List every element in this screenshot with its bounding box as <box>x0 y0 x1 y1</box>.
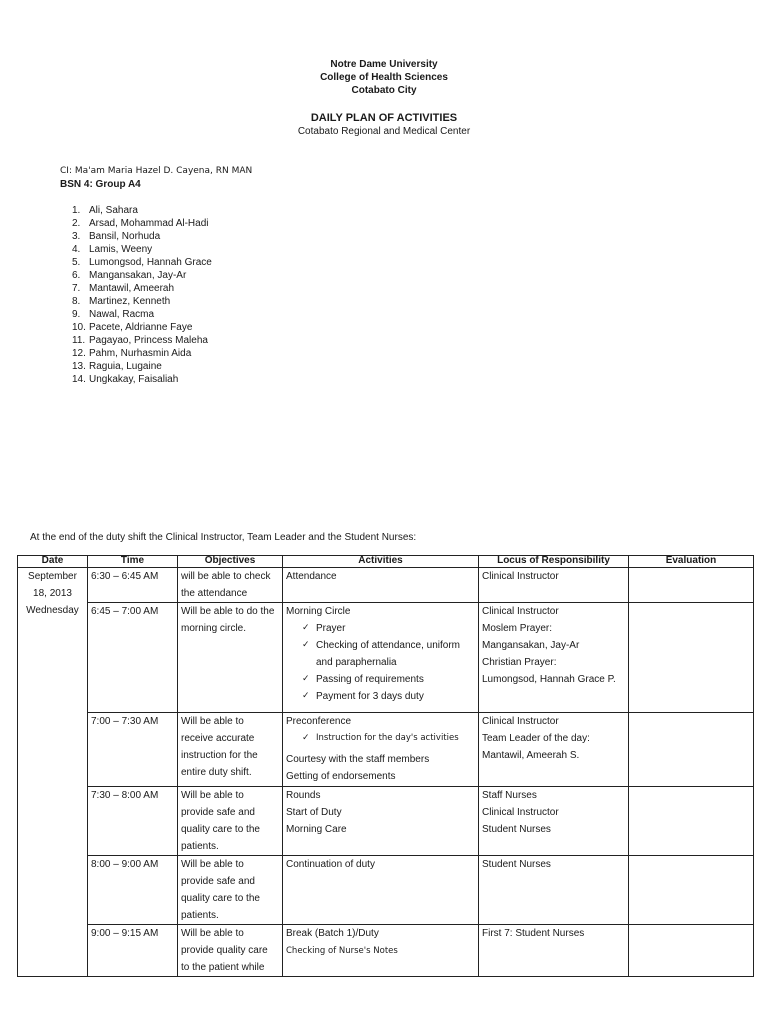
objective-line: quality care to the <box>181 824 260 835</box>
member-number: 12. <box>72 348 86 359</box>
activity-text: Prayer <box>316 623 346 634</box>
member-name: Martinez, Kenneth <box>89 296 171 307</box>
locus-line: First 7: Student Nurses <box>482 928 585 939</box>
locus-line: Student Nurses <box>482 859 551 870</box>
objective-line: patients. <box>181 841 219 852</box>
table-header-row <box>18 556 754 568</box>
activity-text: Morning Circle <box>286 606 351 617</box>
header-objectives: Objectives <box>178 556 283 568</box>
locus-line: Clinical Instructor <box>482 807 559 818</box>
activity-text: Continuation of duty <box>286 859 375 870</box>
locus-line: Team Leader of the day: <box>482 733 590 744</box>
activities-cell <box>283 787 479 856</box>
activities-cell <box>283 856 479 925</box>
activity-text: Checking of attendance, uniform <box>316 640 460 651</box>
member-name: Ali, Sahara <box>89 205 138 216</box>
member-name: Lumongsod, Hannah Grace <box>89 257 212 268</box>
locus-cell <box>479 713 629 787</box>
evaluation-cell <box>629 603 754 713</box>
member-number: 11. <box>72 335 86 346</box>
date-line: September <box>28 571 77 582</box>
activity-subitem <box>286 637 475 654</box>
locus-line: Mangansakan, Jay-Ar <box>482 640 580 651</box>
member-item <box>72 230 212 243</box>
activity-text: Break (Batch 1)/Duty <box>286 928 379 939</box>
document-subtitle: Cotabato Regional and Medical Center <box>297 126 471 137</box>
objective-cell <box>178 787 283 856</box>
activity-item <box>286 768 475 785</box>
objective-line: entire duty shift. <box>181 767 252 778</box>
table-row <box>18 568 754 603</box>
member-name: Raguia, Lugaine <box>89 361 162 372</box>
evaluation-cell <box>629 568 754 603</box>
member-name: Nawal, Racma <box>89 309 155 320</box>
member-number: 10. <box>72 322 86 333</box>
check-icon: ✓ <box>302 674 310 684</box>
locus-cell <box>479 568 629 603</box>
member-name: Pagayao, Princess Maleha <box>89 335 208 346</box>
member-number: 13. <box>72 361 86 372</box>
member-item <box>72 295 212 308</box>
member-item <box>72 334 212 347</box>
member-item <box>72 360 212 373</box>
member-name: Bansil, Norhuda <box>89 231 161 242</box>
member-item <box>72 243 212 256</box>
locus-line: Moslem Prayer: <box>482 623 553 634</box>
activity-text: Attendance <box>286 571 337 582</box>
member-item <box>72 217 212 230</box>
header-activities: Activities <box>283 556 479 568</box>
objective-line: morning circle. <box>181 623 247 634</box>
locus-line: Clinical Instructor <box>482 571 559 582</box>
date-cell <box>18 568 88 977</box>
locus-line: Student Nurses <box>482 824 551 835</box>
member-item <box>72 204 212 217</box>
city-name: Cotabato City <box>351 85 417 96</box>
document-header <box>0 58 768 139</box>
evaluation-cell <box>629 713 754 787</box>
objective-line: receive accurate <box>181 733 255 744</box>
objective-line: patients. <box>181 910 219 921</box>
activities-table <box>17 555 754 977</box>
activity-item <box>286 925 475 942</box>
header-evaluation: Evaluation <box>629 556 754 568</box>
members-list <box>72 204 212 386</box>
clinical-instructor: CI: Ma'am Maria Hazel D. Cayena, RN MAN <box>60 166 253 176</box>
date-line: 18, 2013 <box>33 588 72 599</box>
locus-line: Clinical Instructor <box>482 716 559 727</box>
university-name: Notre Dame University <box>330 59 438 70</box>
locus-line: Staff Nurses <box>482 790 537 801</box>
activity-text: Courtesy with the staff members <box>286 754 430 765</box>
table-row <box>18 925 754 977</box>
objective-line: Will be able to <box>181 859 244 870</box>
member-number: 14. <box>72 374 86 385</box>
group-label: BSN 4: Group A4 <box>60 179 141 190</box>
activity-text: Start of Duty <box>286 807 342 818</box>
member-number: 8. <box>72 296 81 307</box>
time-cell: 7:30 – 8:00 AM <box>88 787 178 856</box>
check-icon: ✓ <box>302 733 310 743</box>
header-time: Time <box>88 556 178 568</box>
header-date: Date <box>18 556 88 568</box>
objective-line: quality care to the <box>181 893 260 904</box>
member-name: Lamis, Weeny <box>89 244 153 255</box>
objective-line: Will be able to <box>181 716 244 727</box>
activity-text: Rounds <box>286 790 321 801</box>
activity-subitem <box>286 654 475 671</box>
member-number: 1. <box>72 205 81 216</box>
objective-cell <box>178 925 283 977</box>
check-icon: ✓ <box>302 623 310 633</box>
member-name: Pacete, Aldrianne Faye <box>89 322 193 333</box>
table-row <box>18 787 754 856</box>
activity-text: and paraphernalia <box>316 657 397 668</box>
member-item <box>72 373 212 386</box>
objective-cell <box>178 603 283 713</box>
member-item <box>72 269 212 282</box>
activity-item <box>286 821 475 838</box>
objective-line: will be able to check <box>181 571 271 582</box>
intro-text: At the end of the duty shift the Clinical Instructor, Team Leader and the Student Nurses: <box>30 532 417 543</box>
locus-cell <box>479 603 629 713</box>
member-number: 6. <box>72 270 81 281</box>
activity-text: Morning Care <box>286 824 347 835</box>
evaluation-cell <box>629 787 754 856</box>
locus-line: Lumongsod, Hannah Grace P. <box>482 674 616 685</box>
activity-item <box>286 603 475 620</box>
time-cell: 6:30 – 6:45 AM <box>88 568 178 603</box>
evaluation-cell <box>629 856 754 925</box>
locus-line: Christian Prayer: <box>482 657 557 668</box>
objective-line: instruction for the <box>181 750 258 761</box>
activity-item <box>286 787 475 804</box>
activity-text: Checking of Nurse's Notes <box>286 946 398 956</box>
activity-item <box>286 804 475 821</box>
locus-cell <box>479 925 629 977</box>
time-cell: 7:00 – 7:30 AM <box>88 713 178 787</box>
objective-cell <box>178 568 283 603</box>
objective-line: Will be able to do the <box>181 606 275 617</box>
activity-item <box>286 856 475 873</box>
table-row <box>18 856 754 925</box>
member-number: 4. <box>72 244 81 255</box>
objective-line: Will be able to <box>181 790 244 801</box>
activities-cell <box>283 568 479 603</box>
activity-text: Payment for 3 days duty <box>316 691 424 702</box>
member-number: 2. <box>72 218 81 229</box>
objective-cell <box>178 856 283 925</box>
locus-line: Mantawil, Ameerah S. <box>482 750 580 761</box>
activity-text: Preconference <box>286 716 352 727</box>
activities-cell <box>283 603 479 713</box>
activity-item <box>286 751 475 768</box>
activity-item <box>286 713 475 730</box>
activity-subitem <box>286 730 475 747</box>
activity-item <box>286 942 475 960</box>
objective-line: Will be able to <box>181 928 244 939</box>
member-number: 7. <box>72 283 81 294</box>
locus-cell <box>479 787 629 856</box>
member-name: Mangansakan, Jay-Ar <box>89 270 187 281</box>
objective-line: to the patient while <box>181 962 265 973</box>
locus-line: Clinical Instructor <box>482 606 559 617</box>
header-locus: Locus of Responsibility <box>479 556 629 568</box>
activities-cell <box>283 713 479 787</box>
time-cell: 8:00 – 9:00 AM <box>88 856 178 925</box>
activity-text: Instruction for the day's activities <box>316 733 459 743</box>
member-name: Mantawil, Ameerah <box>89 283 175 294</box>
check-icon <box>302 654 316 671</box>
objective-cell <box>178 713 283 787</box>
member-name: Arsad, Mohammad Al-Hadi <box>89 218 209 229</box>
activity-subitem <box>286 688 475 705</box>
time-cell: 9:00 – 9:15 AM <box>88 925 178 977</box>
check-icon: ✓ <box>302 691 310 701</box>
member-number: 5. <box>72 257 81 268</box>
objective-line: the attendance <box>181 588 248 599</box>
objective-line: provide safe and <box>181 876 255 887</box>
table-row <box>18 713 754 787</box>
activity-subitem <box>286 671 475 688</box>
document-title: DAILY PLAN OF ACTIVITIES <box>310 112 458 124</box>
member-item <box>72 282 212 295</box>
member-item <box>72 308 212 321</box>
member-number: 9. <box>72 309 81 320</box>
check-icon: ✓ <box>302 640 310 650</box>
member-item <box>72 347 212 360</box>
activities-cell <box>283 925 479 977</box>
member-name: Pahm, Nurhasmin Aida <box>89 348 192 359</box>
table-row <box>18 603 754 713</box>
member-item <box>72 321 212 334</box>
college-name: College of Health Sciences <box>320 72 448 83</box>
objective-line: provide safe and <box>181 807 255 818</box>
member-name: Ungkakay, Faisaliah <box>89 374 179 385</box>
objective-line: provide quality care <box>181 945 268 956</box>
member-number: 3. <box>72 231 81 242</box>
time-cell: 6:45 – 7:00 AM <box>88 603 178 713</box>
member-item <box>72 256 212 269</box>
activity-text: Getting of endorsements <box>286 771 396 782</box>
activity-subitem <box>286 620 475 637</box>
activity-item <box>286 568 475 585</box>
evaluation-cell <box>629 925 754 977</box>
locus-cell <box>479 856 629 925</box>
activity-text: Passing of requirements <box>316 674 424 685</box>
date-line: Wednesday <box>26 605 79 616</box>
